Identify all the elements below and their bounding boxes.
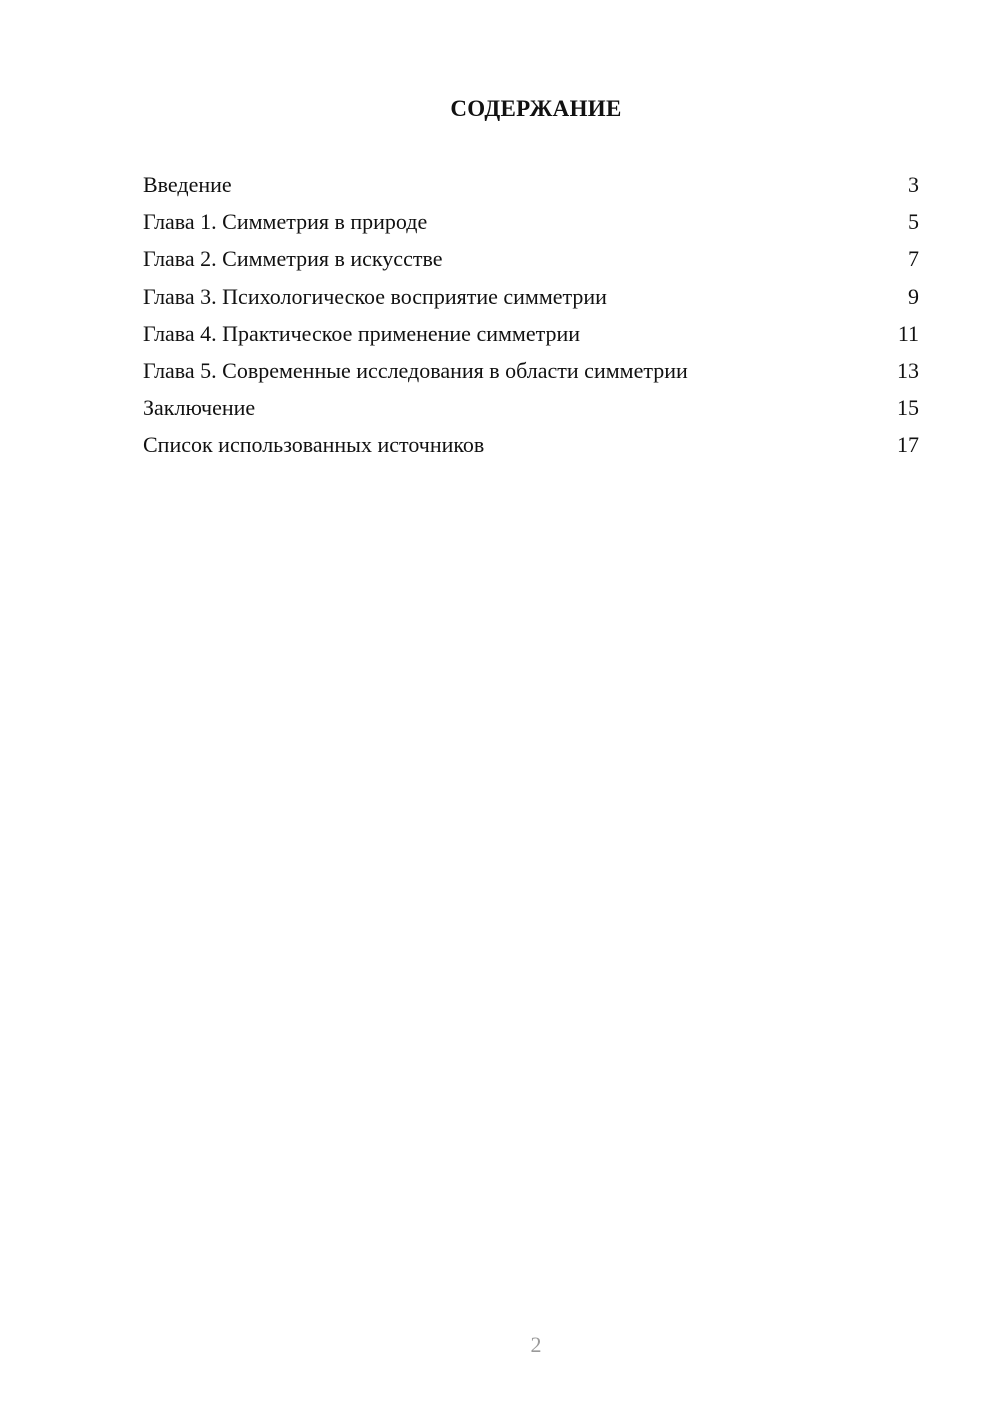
toc-entry-label: Глава 5. Современные исследования в области симметрии bbox=[143, 357, 688, 383]
toc-entry-chapter-3[interactable] bbox=[143, 281, 919, 318]
toc-entry-page: 17 bbox=[897, 432, 919, 458]
toc-entry-references[interactable] bbox=[143, 429, 919, 466]
toc-entry-label: Глава 2. Симметрия в искусстве bbox=[143, 246, 443, 272]
toc-entry-label: Введение bbox=[143, 172, 232, 197]
page-number: 2 bbox=[530, 1332, 542, 1357]
toc-entry-chapter-5[interactable] bbox=[143, 355, 919, 392]
toc-entry-label: Заключение bbox=[143, 395, 256, 421]
toc-entry-introduction[interactable] bbox=[143, 169, 919, 206]
toc-entry-page: 9 bbox=[908, 283, 919, 309]
toc-entry-page: 3 bbox=[908, 172, 919, 197]
toc-entry-label: Глава 3. Психологическое восприятие симметрии bbox=[143, 283, 607, 309]
page-title: СОДЕРЖАНИЕ bbox=[450, 96, 622, 121]
toc-entry-label: Глава 4. Практическое применение симметрии bbox=[143, 320, 581, 346]
toc-entry-label: Глава 1. Симметрия в природе bbox=[143, 209, 428, 235]
table-of-contents bbox=[143, 169, 919, 467]
toc-entry-page: 7 bbox=[908, 246, 919, 272]
toc-entry-label: Список использованных источников bbox=[143, 432, 485, 458]
toc-entry-page: 15 bbox=[897, 395, 919, 421]
toc-entry-chapter-1[interactable] bbox=[143, 206, 919, 243]
toc-entry-page: 11 bbox=[897, 320, 919, 346]
toc-entry-chapter-2[interactable] bbox=[143, 243, 919, 280]
toc-entry-chapter-4[interactable] bbox=[143, 318, 919, 355]
toc-entry-conclusion[interactable] bbox=[143, 392, 919, 429]
toc-entry-page: 13 bbox=[897, 357, 919, 383]
toc-entry-page: 5 bbox=[908, 209, 919, 235]
